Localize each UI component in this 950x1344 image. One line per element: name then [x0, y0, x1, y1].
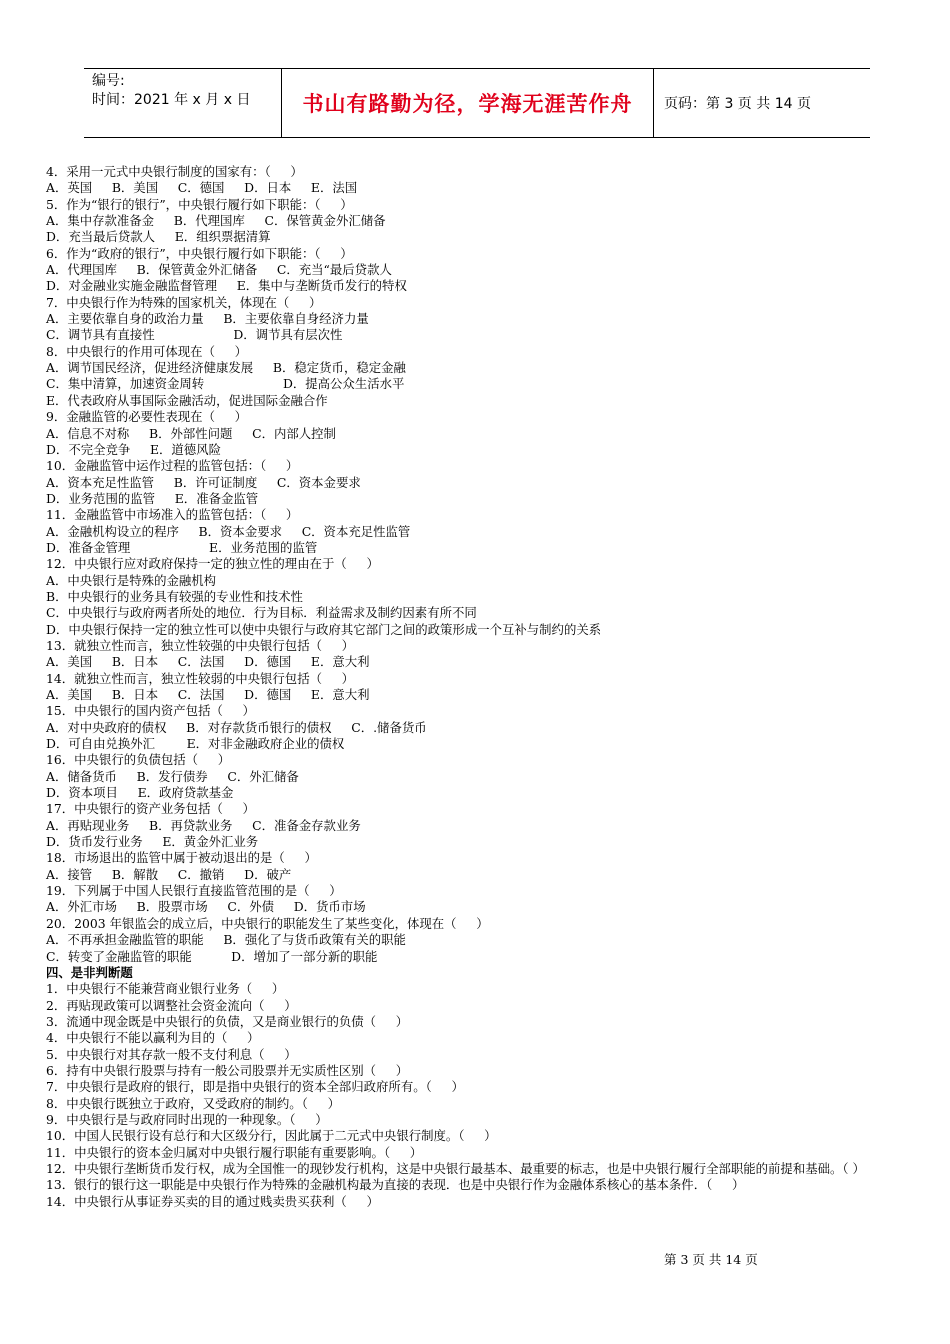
motto-text: 书山有路勤为径，学海无涯苦作舟 [302, 92, 633, 116]
judgement-questions [46, 981, 916, 1161]
question-line: D．中央银行保持一定的独立性可以使中央银行与政府其它部门之间的政策形成一个互补与制约的关系 [46, 621, 602, 637]
question-line: A．英国 B．美国 C．德国 D．日本 E．法国 [46, 180, 358, 196]
question-line: A．中央银行是特殊的金融机构 [46, 572, 217, 588]
question-line: 15．中央银行的国内资产包括（ ） [46, 703, 255, 719]
question-line: 11．金融监管中市场准入的监管包括：（ ） [46, 507, 299, 523]
question-line: 13．就独立性而言，独立性较强的中央银行包括（ ） [46, 637, 355, 653]
question-line: 19．下列属于中国人民银行直接监管范围的是（ ） [46, 883, 342, 899]
judgement-line: 9．中央银行是与政府同时出现的一种现象。（ ） [46, 1111, 328, 1127]
question-line: D．可自由兑换外汇 E．对非金融政府企业的债权 [46, 736, 345, 752]
question-line: 17．中央银行的资产业务包括（ ） [46, 801, 255, 817]
question-line: A．代理国库 B．保管黄金外汇储备 C．充当“最后贷款人 [46, 262, 392, 278]
judgement-line: 11．中央银行的资本金归属对中央银行履行职能有重要影响。（ ） [46, 1144, 423, 1160]
question-line: A．不再承担金融监管的职能 B．强化了与货币政策有关的职能 [46, 932, 406, 948]
question-line: D．充当最后贷款人 E．组织票据清算 [46, 229, 271, 245]
question-line: A．美国 B．日本 C．法国 D．德国 E．意大利 [46, 654, 370, 670]
question-line: A．对中央政府的债权 B．对存款货币银行的债权 C．.储备货币 [46, 719, 427, 735]
question-line: D．对金融业实施金融监督管理 E．集中与垄断货币发行的特权 [46, 278, 407, 294]
question-line: C．调节具有直接性 D．调节具有层次性 [46, 327, 343, 343]
question-line: 18．市场退出的监管中属于被动退出的是（ ） [46, 850, 317, 866]
judgement-line: 13．银行的银行这一职能是中央银行作为特殊的金融机构最为直接的表现．也是中央银行作为金融体系核心的基本条件．（ ） [46, 1177, 745, 1193]
judgement-line: 7．中央银行是政府的银行，即是指中央银行的资本全部归政府所有。（ ） [46, 1079, 464, 1095]
judgement-line: 2．再贴现政策可以调整社会资金流向（ ） [46, 997, 297, 1013]
question-line: A．信息不对称 B．外部性问题 C．内部人控制 [46, 425, 336, 441]
document-body [46, 164, 916, 1210]
page-label: 页码：第 3 页 共 14 页 [664, 96, 811, 112]
question-line: A．接管 B．解散 C．撤销 D．破产 [46, 866, 292, 882]
question-line: A．集中存款准备金 B．代理国库 C．保管黄金外汇储备 [46, 213, 386, 229]
judgement-item-12: 12．中央银行垄断货币发行权，成为全国惟一的现钞发行机构，这是中央银行最基本、最重要的标志，也是中央银行履行全部职能的前提和基础。（ ） [46, 1160, 865, 1176]
number-label: 编号: [92, 73, 125, 89]
question-line: 9．金融监管的必要性表现在（ ） [46, 409, 248, 425]
question-line: D．业务范围的监管 E．准备金监管 [46, 490, 259, 506]
question-line: 7．中央银行作为特殊的国家机关，体现在（ ） [46, 294, 322, 310]
question-line: A．美国 B．日本 C．法国 D．德国 E．意大利 [46, 687, 370, 702]
page-footer: 第 3 页 共 14 页 [664, 1252, 758, 1267]
header-page [654, 69, 870, 137]
question-line: 14．就独立性而言，独立性较弱的中央银行包括（ ） [46, 670, 355, 686]
question-line: 4．采用一元式中央银行制度的国家有：（ ） [46, 164, 303, 179]
question-line: A．资本充足性监管 B．许可证制度 C．资本金要求 [46, 474, 361, 490]
question-line: 6．作为“政府的银行”，中央银行履行如下职能：（ ） [46, 245, 353, 261]
question-line: D．不完全竞争 E．道德风险 [46, 441, 221, 457]
question-line: 5．作为“银行的银行”，中央银行履行如下职能：（ ） [46, 196, 353, 212]
date-label: 时间：2021 年 x 月 x 日 [92, 92, 251, 108]
question-line: A．储备货币 B．发行债券 C．外汇储备 [46, 768, 299, 784]
section-heading: 四、是非判断题 [46, 964, 133, 980]
question-line: C．转变了金融监管的职能 D．增加了一部分新的职能 [46, 948, 378, 964]
question-line: A．再贴现业务 B．再贷款业务 C．准备金存款业务 [46, 817, 361, 833]
question-line: D．货币发行业务 E．黄金外汇业务 [46, 834, 259, 850]
question-line: E．代表政府从事国际金融活动，促进国际金融合作 [46, 392, 328, 408]
judgement-line: 6．持有中央银行股票与持有一般公司股票并无实质性区别（ ） [46, 1062, 409, 1078]
judgement-line: 4．中央银行不能以赢利为目的（ ） [46, 1030, 260, 1046]
question-line: 12．中央银行应对政府保持一定的独立性的理由在于（ ） [46, 556, 379, 572]
judgement-line: 5．中央银行对其存款一般不支付利息（ ） [46, 1046, 297, 1062]
question-line: C．集中清算，加速资金周转 D．提高公众生活水平 [46, 376, 405, 392]
judgement-line: 8．中央银行既独立于政府，又受政府的制约。（ ） [46, 1095, 340, 1111]
question-line: A．主要依靠自身的政治力量 B．主要依靠自身经济力量 [46, 311, 369, 327]
question-line: D．准备金管理 E．业务范围的监管 [46, 539, 318, 555]
question-line: C．中央银行与政府两者所处的地位．行为目标．利益需求及制约因素有所不同 [46, 605, 477, 621]
header-info [84, 69, 282, 137]
judgement-line: 14．中央银行从事证券买卖的目的通过贱卖贵买获利（ ） [46, 1193, 379, 1209]
judgement-questions-tail [46, 1177, 916, 1210]
question-line: 16．中央银行的负债包括（ ） [46, 752, 231, 768]
question-line: D．资本项目 E．政府贷款基金 [46, 785, 234, 801]
page-header [84, 68, 870, 138]
question-line: 8．中央银行的作用可体现在（ ） [46, 343, 248, 359]
question-line: A．调节国民经济，促进经济健康发展 B．稳定货币，稳定金融 [46, 360, 406, 376]
judgement-line: 10．中国人民银行设有总行和大区级分行，因此属于二元式中央银行制度。（ ） [46, 1128, 497, 1144]
question-line: 20．2003 年银监会的成立后，中央银行的职能发生了某些变化，体现在（ ） [46, 915, 489, 931]
judgement-line: 1．中央银行不能兼营商业银行业务（ ） [46, 981, 285, 997]
question-line: A．外汇市场 B．股票市场 C．外债 D．货币市场 [46, 899, 366, 915]
judgement-line: 3．流通中现金既是中央银行的负债，又是商业银行的负债（ ） [46, 1013, 409, 1029]
question-line: 10．金融监管中运作过程的监管包括：（ ） [46, 458, 299, 474]
question-line: A．金融机构设立的程序 B．资本金要求 C．资本充足性监管 [46, 523, 411, 539]
question-line: B．中央银行的业务具有较强的专业性和技术性 [46, 588, 303, 604]
header-motto [282, 69, 654, 137]
choice-questions [46, 164, 916, 965]
